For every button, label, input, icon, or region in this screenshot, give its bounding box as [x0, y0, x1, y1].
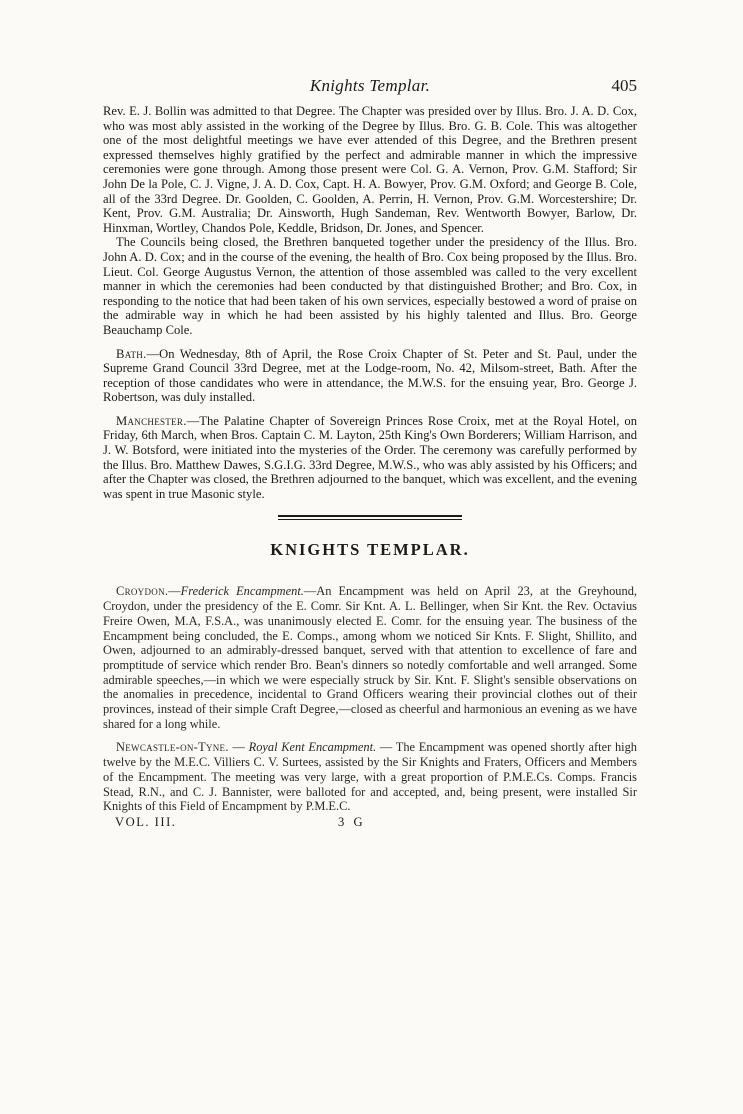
- paragraph-manchester: [103, 414, 637, 502]
- newcastle-dash: —: [228, 740, 249, 755]
- section-divider: [278, 515, 462, 520]
- manchester-text: —The Palatine Chapter of Sovereign Princes Rose Croix, met at the Royal Hotel, on Friday, 6th March, when Bros. Captain C. M. Layton, 25th King's Own Borderers; William Harrison, and J. W. Botsford, were initiated into the mysteries of the Order. The ceremony was carefully performed by the Illus. Bro. Matthew Dawes, S.G.I.G. 33rd Degree, M.W.S., who was ably assisted by his Officers; and after the Chapter was closed, the Brethren adjourned to the banquet, which was excellent, and the evening was spent in true Masonic style.: [103, 413, 637, 501]
- newcastle-text: — The Encampment was opened shortly after high twelve by the M.E.C. Villiers C. V. Surtees, assisted by the Sir Knights and Fraters, Officers and Members of the Encampment. The meeting was very large, with a great proportion of P.M.E.Cs. Comps. Francis Stead, R.N., and C. J. Bannister, were balloted for and accepted, and, being present, were installed Sir Knights of this Field of Encampment by P.M.E.C.: [103, 740, 637, 814]
- bath-text: —On Wednesday, 8th of April, the Rose Croix Chapter of St. Peter and St. Paul, under the Supreme Grand Council 33rd Degree, met at the Lodge-room, No. 42, Milsom-street, Bath. After the reception of those candidates who were in attendance, the M.W.S. for the ensuing year, Bro. George J. Robertson, was duly installed.: [103, 346, 637, 405]
- page-number: 405: [611, 76, 637, 95]
- section-heading: KNIGHTS TEMPLAR.: [270, 540, 470, 560]
- paragraph-banquet: The Councils being closed, the Brethren banqueted together under the presidency of the Illus. Bro. John A. D. Cox; and in the course of the evening, the health of Bro. Cox being proposed by the Illus. Bro. Lieut. Col. George Augustus Vernon, the attention of those assembled was called to the very excellent manner in which the ceremonies had been conducted by that distinguished Brother; and Bro. Cox, in responding to the notice that had been taken of his own services, especially bestowed a word of praise on the admirable way in which he had been assisted by his highly talented and Illus. Bro. George Beauchamp Cole.: [103, 235, 637, 337]
- paragraph-croydon: [103, 584, 637, 731]
- place-bath: Bath.: [116, 346, 147, 361]
- knights-templar-report: [103, 584, 637, 814]
- encampment-name-croydon: Frederick Encampment.: [180, 584, 304, 599]
- paragraph-bath: [103, 347, 637, 405]
- page-footer: [103, 815, 637, 833]
- croydon-text: —An Encampment was held on April 23, at the Greyhound, Croydon, under the presidency of the E. Comr. Sir Knt. A. L. Bellinger, when Sir Knt. the Rev. Octavius Freire Owen, M.A, F.S.A., was unanimously elected E. Comr. for the ensuing year. The business of the Encampment being concluded, the E. Comps., among whom we noticed Sir Knts. F. Slight, Shillito, and Owen, adjourned to an admirably-dressed banquet, served with that attention to excellence of fare and promptitude of service which render Bro. Bean's dinners so notedly comfortable and well arranged. Some admirable speeches,—in which we were especially struck by Sir. Knt. F. Slight's sensible observations on the anomalies in precedence, incidental to Grand Officers wearing their provincial clothes out of their provinces, instead of their simple Craft Degree,—closed as cheerful and harmonious an evening as we have shared for a long while.: [103, 584, 637, 731]
- place-newcastle: Newcastle-on-Tyne.: [116, 740, 229, 755]
- divider-line: [278, 519, 462, 520]
- volume-mark: VOL. III.: [115, 814, 177, 829]
- rose-croix-report: [103, 104, 637, 501]
- paragraph-chapter-continued: Rev. E. J. Bollin was admitted to that Degree. The Chapter was presided over by Illus. Bro. J. A. D. Cox, who was most ably assisted in the working of the Degree by Illus. Bro. G. B. Cole. This was altogether one of the most delightful meetings we have ever attended of this Degree, and the Brethren present expressed themselves highly gratified by the perfect and admirable manner in which the impressive ceremonies were gone through. Among those present were Col. G. A. Vernon, Prov. G.M. Stafford; Sir John De la Pole, C. J. Vigne, J. A. D. Cox, Capt. H. A. Bowyer, Prov. G.M. Oxford; and George B. Cole, all of the 33rd Degree. Dr. Goolden, C. Goolden, A. Perrin, H. Vernon, Prov. G.M. Worcestershire; Dr. Kent, Prov. G.M. Australia; Dr. Ainsworth, Hugh Sandeman, Rev. Wentworth Bowyer, Barlow, Dr. Hinxman, Wortley, Chandos Pole, Keddle, Bridson, Dr. Jones, and Spencer.: [103, 104, 637, 235]
- place-croydon: Croydon.: [116, 584, 169, 599]
- paragraph-newcastle: [103, 740, 637, 814]
- running-header: [103, 76, 637, 104]
- place-manchester: Manchester.: [116, 413, 187, 428]
- page: [103, 76, 637, 833]
- signature-mark: 3 G: [338, 814, 366, 829]
- divider-line: [278, 515, 462, 517]
- encampment-name-newcastle: Royal Kent Encampment.: [248, 740, 377, 755]
- running-title: Knights Templar.: [309, 76, 431, 95]
- croydon-dash: —: [168, 584, 181, 599]
